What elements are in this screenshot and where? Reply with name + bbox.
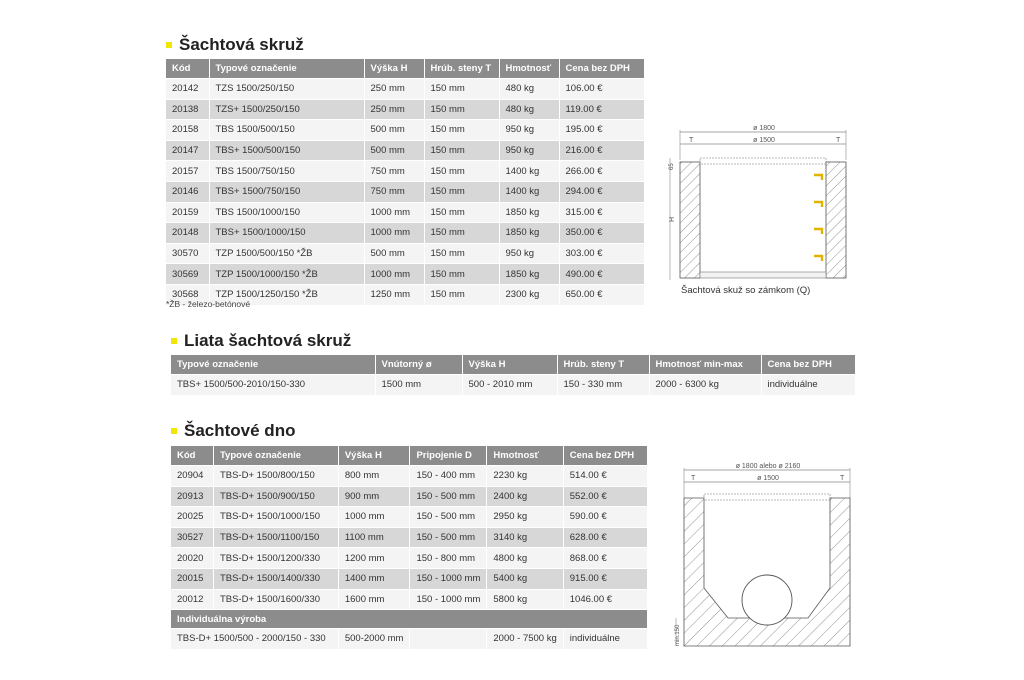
cell: 150 mm xyxy=(424,243,499,264)
cell: TBS-D+ 1500/1000/150 xyxy=(213,507,338,528)
dim-inner: ø 1500 xyxy=(753,137,775,144)
col-header: Cena bez DPH xyxy=(559,59,644,79)
cell: 2400 kg xyxy=(487,486,563,507)
section2-title: Liata šachtová skruž xyxy=(184,331,352,350)
section1-table xyxy=(166,59,644,305)
cell: 552.00 € xyxy=(563,486,647,507)
cell: 20025 xyxy=(171,507,213,528)
cell: 1400 kg xyxy=(499,161,559,182)
table-row xyxy=(171,375,855,395)
dim-inner: ø 1500 xyxy=(757,475,779,482)
cell: 500 mm xyxy=(364,243,424,264)
table-row xyxy=(166,202,644,223)
cell: TBS+ 1500/1000/150 xyxy=(209,223,364,244)
cell: TBS 1500/500/150 xyxy=(209,120,364,141)
cell: TZP 1500/1250/150 *ŽB xyxy=(209,284,364,304)
cell: 1600 mm xyxy=(338,589,410,610)
cell: 20904 xyxy=(171,466,213,487)
cell: 500 - 2010 mm xyxy=(462,375,557,395)
cell: 2300 kg xyxy=(499,284,559,304)
cell: 590.00 € xyxy=(563,507,647,528)
cell: 800 mm xyxy=(338,466,410,487)
table-row xyxy=(166,79,644,100)
wall-left xyxy=(680,162,700,278)
cell: 150 - 400 mm xyxy=(410,466,487,487)
skruz-diagram xyxy=(664,120,864,290)
cell: 20146 xyxy=(166,181,209,202)
table-row xyxy=(171,466,647,487)
cell: 2950 kg xyxy=(487,507,563,528)
cell: 1400 mm xyxy=(338,568,410,589)
cell: 150 - 1000 mm xyxy=(410,568,487,589)
cell: 1000 mm xyxy=(338,507,410,528)
footnote: *ŽB - železo-betónové xyxy=(166,299,251,309)
t-label: T xyxy=(691,475,696,482)
cell: individuálne xyxy=(563,629,647,649)
cell: TBS-D+ 1500/1200/330 xyxy=(213,548,338,569)
dim-outer: ø 1800 xyxy=(753,125,775,132)
cell: 20020 xyxy=(171,548,213,569)
cell: 750 mm xyxy=(364,181,424,202)
table-row xyxy=(166,223,644,244)
cell: 315.00 € xyxy=(559,202,644,223)
ladder-rungs xyxy=(814,175,822,261)
cell: 915.00 € xyxy=(563,568,647,589)
cell: TBS-D+ 1500/500 - 2000/150 - 330 xyxy=(171,629,338,649)
cell: 20012 xyxy=(171,589,213,610)
cell: 2230 kg xyxy=(487,466,563,487)
col-header: Výška H xyxy=(364,59,424,79)
cell: 150 - 500 mm xyxy=(410,507,487,528)
cell: 20159 xyxy=(166,202,209,223)
cell: 250 mm xyxy=(364,99,424,120)
cell: 150 - 500 mm xyxy=(410,486,487,507)
cell: 195.00 € xyxy=(559,120,644,141)
cell: TBS-D+ 1500/800/150 xyxy=(213,466,338,487)
subheader-cell: Individuálna výroba xyxy=(171,610,647,629)
cell: 1046.00 € xyxy=(563,589,647,610)
table-subheader-row xyxy=(171,610,647,629)
cell: 950 kg xyxy=(499,243,559,264)
cell: 868.00 € xyxy=(563,548,647,569)
pipe-opening xyxy=(742,575,792,625)
table-row xyxy=(171,507,647,528)
cell: 150 mm xyxy=(424,284,499,304)
col-header: Typové označenie xyxy=(209,59,364,79)
col-header: Hmotnosť xyxy=(499,59,559,79)
cell: 150 mm xyxy=(424,79,499,100)
cell: 480 kg xyxy=(499,99,559,120)
table-row xyxy=(166,264,644,285)
cell: 30570 xyxy=(166,243,209,264)
cell: 20148 xyxy=(166,223,209,244)
section3-table xyxy=(171,446,647,649)
cell: 650.00 € xyxy=(559,284,644,304)
col-header: Výška H xyxy=(338,446,410,466)
cell: 30569 xyxy=(166,264,209,285)
cell: 150 mm xyxy=(424,99,499,120)
col-header: Cena bez DPH xyxy=(563,446,647,466)
table-row xyxy=(171,568,647,589)
min-label: min.150 xyxy=(675,624,681,646)
cell: individuálne xyxy=(761,375,855,395)
col-header: Typové označenie xyxy=(171,355,375,375)
cell: 20913 xyxy=(171,486,213,507)
cell: 30527 xyxy=(171,527,213,548)
col-header: Hrúb. steny T xyxy=(557,355,649,375)
cell: 30568 xyxy=(166,284,209,304)
cell: 750 mm xyxy=(364,161,424,182)
cell: 2000 - 7500 kg xyxy=(487,629,563,649)
cell: 480 kg xyxy=(499,79,559,100)
cell: 5400 kg xyxy=(487,568,563,589)
dno-diagram xyxy=(668,458,868,650)
cell: 150 - 330 mm xyxy=(557,375,649,395)
table-row xyxy=(166,99,644,120)
cell: 900 mm xyxy=(338,486,410,507)
cell: 628.00 € xyxy=(563,527,647,548)
bullet-square-icon xyxy=(166,42,172,48)
cell: TBS-D+ 1500/1600/330 xyxy=(213,589,338,610)
cell: 150 - 800 mm xyxy=(410,548,487,569)
cell: 3140 kg xyxy=(487,527,563,548)
cell xyxy=(410,629,487,649)
col-header: Výška H xyxy=(462,355,557,375)
cell: 150 - 1000 mm xyxy=(410,589,487,610)
cell: 150 - 500 mm xyxy=(410,527,487,548)
cell: 150 mm xyxy=(424,202,499,223)
cell: 20157 xyxy=(166,161,209,182)
col-header: Pripojenie D xyxy=(410,446,487,466)
diagram1-caption: Šachtová skuž so zámkom (Q) xyxy=(681,285,811,296)
cell: 500 mm xyxy=(364,120,424,141)
cell: 1850 kg xyxy=(499,223,559,244)
bullet-square-icon xyxy=(171,428,177,434)
col-header: Kód xyxy=(166,59,209,79)
section1-title: Šachtová skruž xyxy=(179,35,304,54)
cell: 1000 mm xyxy=(364,202,424,223)
cell: TBS-D+ 1500/1400/330 xyxy=(213,568,338,589)
table-row xyxy=(171,548,647,569)
table-row xyxy=(166,161,644,182)
section1-heading xyxy=(166,35,304,55)
cell: TZP 1500/1000/150 *ŽB xyxy=(209,264,364,285)
col-header: Hrúb. steny T xyxy=(424,59,499,79)
cell: 106.00 € xyxy=(559,79,644,100)
cell: 266.00 € xyxy=(559,161,644,182)
section3-heading xyxy=(171,421,295,441)
col-header: Hmotnosť xyxy=(487,446,563,466)
cell: 20142 xyxy=(166,79,209,100)
bullet-square-icon xyxy=(171,338,177,344)
cell: 250 mm xyxy=(364,79,424,100)
cell: 20138 xyxy=(166,99,209,120)
table-header-row xyxy=(171,446,647,466)
cell: 294.00 € xyxy=(559,181,644,202)
cell: 490.00 € xyxy=(559,264,644,285)
cell: 1500 mm xyxy=(375,375,462,395)
table-row xyxy=(171,527,647,548)
col-header: Cena bez DPH xyxy=(761,355,855,375)
wall-right xyxy=(826,162,846,278)
table-row xyxy=(171,589,647,610)
col-header: Hmotnosť min-max xyxy=(649,355,761,375)
cell: 514.00 € xyxy=(563,466,647,487)
cell: 20015 xyxy=(171,568,213,589)
cell: 150 mm xyxy=(424,223,499,244)
cell: 1200 mm xyxy=(338,548,410,569)
cell: 1400 kg xyxy=(499,181,559,202)
section2-heading xyxy=(171,331,351,351)
cell: 216.00 € xyxy=(559,140,644,161)
table-row xyxy=(166,120,644,141)
cell: TZP 1500/500/150 *ŽB xyxy=(209,243,364,264)
table-row xyxy=(166,181,644,202)
cell: 1000 mm xyxy=(364,264,424,285)
table-header-row xyxy=(166,59,644,79)
cell: 20147 xyxy=(166,140,209,161)
cell: 950 kg xyxy=(499,140,559,161)
cell: TZS 1500/250/150 xyxy=(209,79,364,100)
cell: 1100 mm xyxy=(338,527,410,548)
cell: TBS+ 1500/750/150 xyxy=(209,181,364,202)
col-header: Kód xyxy=(171,446,213,466)
col-header: Vnútorný ø xyxy=(375,355,462,375)
cell: 5800 kg xyxy=(487,589,563,610)
t-label: T xyxy=(836,137,841,144)
cell: 1850 kg xyxy=(499,202,559,223)
cell: 500 mm xyxy=(364,140,424,161)
cell: 150 mm xyxy=(424,140,499,161)
cell: TBS+ 1500/500-2010/150-330 xyxy=(171,375,375,395)
cell: 350.00 € xyxy=(559,223,644,244)
cell: 2000 - 6300 kg xyxy=(649,375,761,395)
cell: 119.00 € xyxy=(559,99,644,120)
cell: TBS-D+ 1500/1100/150 xyxy=(213,527,338,548)
cell: 500-2000 mm xyxy=(338,629,410,649)
h-label: H xyxy=(669,216,676,222)
section2-table xyxy=(171,355,855,395)
cell: 150 mm xyxy=(424,120,499,141)
t-label: T xyxy=(689,137,694,144)
cell: 1850 kg xyxy=(499,264,559,285)
cell: TBS 1500/1000/150 xyxy=(209,202,364,223)
cell: 1000 mm xyxy=(364,223,424,244)
cell: TBS 1500/750/150 xyxy=(209,161,364,182)
table-row xyxy=(171,629,647,649)
section3-title: Šachtové dno xyxy=(184,421,296,440)
table-row xyxy=(166,140,644,161)
cell: TZS+ 1500/250/150 xyxy=(209,99,364,120)
cell: 1250 mm xyxy=(364,284,424,304)
dim-65: 65 xyxy=(669,163,675,170)
table-row xyxy=(166,243,644,264)
cell: 950 kg xyxy=(499,120,559,141)
dim-outer: ø 1800 alebo ø 2160 xyxy=(735,463,801,470)
cell: TBS+ 1500/500/150 xyxy=(209,140,364,161)
cell: 20158 xyxy=(166,120,209,141)
table-header-row xyxy=(171,355,855,375)
table-row xyxy=(171,486,647,507)
col-header: Typové označenie xyxy=(213,446,338,466)
cell: 150 mm xyxy=(424,161,499,182)
cell: 4800 kg xyxy=(487,548,563,569)
cell: 150 mm xyxy=(424,264,499,285)
cell: 150 mm xyxy=(424,181,499,202)
t-label: T xyxy=(840,475,845,482)
cell: 303.00 € xyxy=(559,243,644,264)
cell: TBS-D+ 1500/900/150 xyxy=(213,486,338,507)
